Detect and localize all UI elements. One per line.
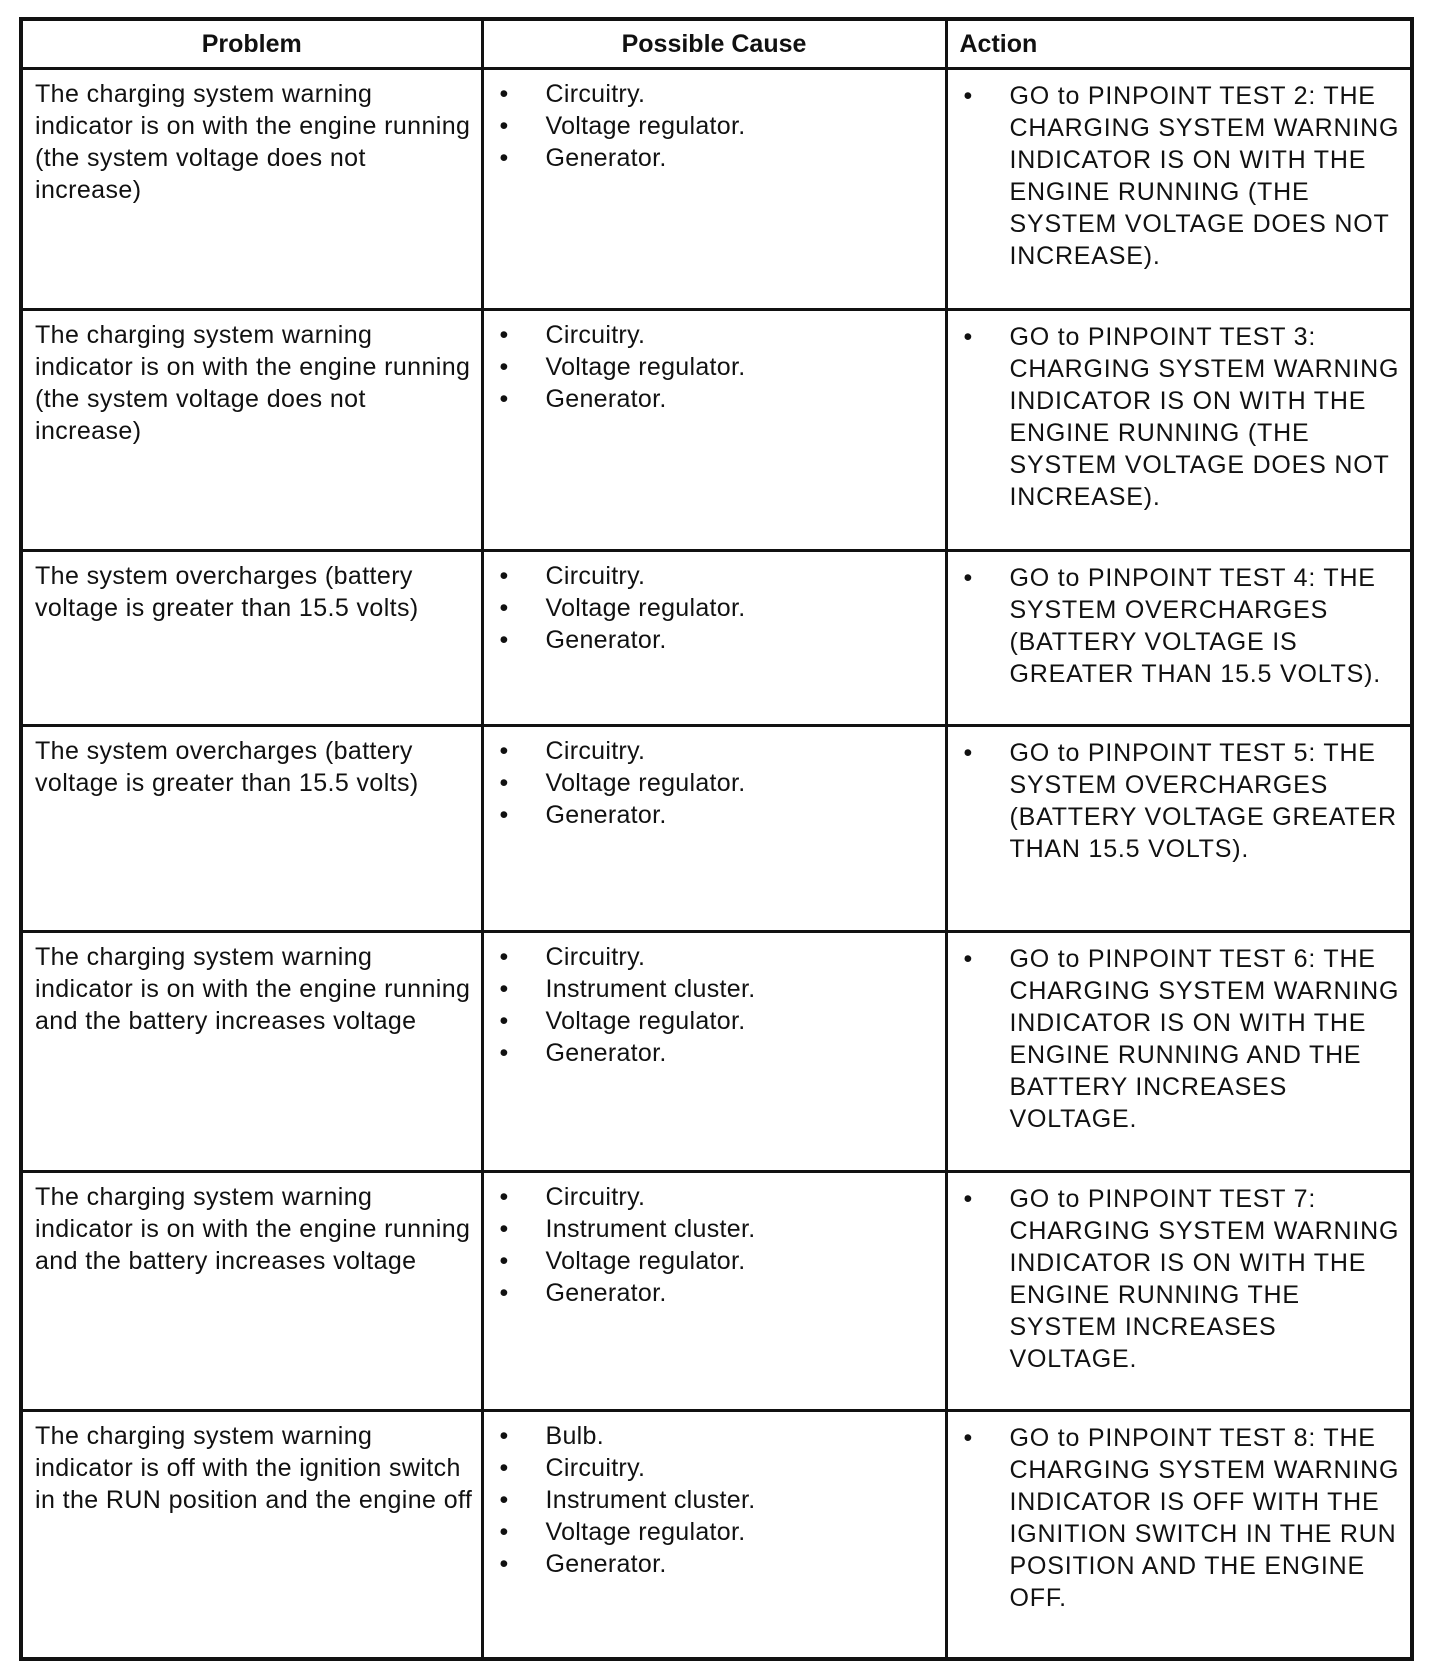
action-cell [946, 1172, 1412, 1411]
bullet-icon: • [499, 1486, 509, 1514]
bullet-icon: • [499, 1518, 509, 1546]
cause-item [496, 142, 939, 174]
cause-item [496, 1452, 939, 1484]
cause-item [496, 1181, 939, 1213]
cause-item [496, 767, 939, 799]
action-item [960, 1422, 1405, 1614]
bullet-icon: • [499, 1039, 509, 1067]
header-problem: Problem [21, 19, 482, 69]
problem-cell: The charging system warning indicator is on with the engine running (the system voltage does not increase) [21, 69, 482, 310]
cause-text: Generator. [545, 1279, 667, 1307]
action-text: GO to PINPOINT TEST 4: THE SYSTEM OVERCHARGES (BATTERY VOLTAGE IS GREATER THAN 15.5 VOLTS). [1009, 564, 1381, 688]
bullet-icon: • [499, 801, 509, 829]
action-text: GO to PINPOINT TEST 3: CHARGING SYSTEM WARNING INDICATOR IS ON WITH THE ENGINE RUNNING (THE SYSTEM VOLTAGE DOES NOT INCREASE). [1009, 323, 1400, 511]
bullet-icon: • [499, 144, 509, 172]
bullet-icon: • [963, 564, 974, 592]
bullet-icon: • [499, 562, 509, 590]
problem-cell: The charging system warning indicator is off with the ignition switch in the RUN position and the engine off [21, 1411, 482, 1659]
cause-text: Instrument cluster. [545, 1215, 756, 1243]
cause-text: Generator. [545, 1550, 667, 1578]
cause-item [496, 624, 939, 656]
cause-cell [482, 310, 946, 551]
cause-cell [482, 69, 946, 310]
diagnostic-table-sheet [19, 17, 1410, 1653]
table-row [21, 726, 1412, 932]
cause-text: Voltage regulator. [545, 594, 746, 622]
action-text: GO to PINPOINT TEST 2: THE CHARGING SYSTEM WARNING INDICATOR IS ON WITH THE ENGINE RUNNING (THE SYSTEM VOLTAGE DOES NOT INCREASE). [1009, 82, 1400, 270]
cause-item [496, 110, 939, 142]
problem-cell: The system overcharges (battery voltage is greater than 15.5 volts) [21, 551, 482, 726]
header-action: Action [946, 19, 1412, 69]
cause-text: Bulb. [545, 1422, 604, 1450]
bullet-icon: • [499, 737, 509, 765]
action-item [960, 80, 1405, 272]
bullet-icon: • [963, 945, 974, 973]
cause-text: Instrument cluster. [545, 975, 756, 1003]
cause-item [496, 78, 939, 110]
cause-text: Voltage regulator. [545, 1518, 746, 1546]
symptom-chart-table [19, 17, 1414, 1661]
cause-item [496, 973, 939, 1005]
table-row [21, 1411, 1412, 1659]
problem-cell: The charging system warning indicator is on with the engine running (the system voltage does not increase) [21, 310, 482, 551]
cause-text: Voltage regulator. [545, 769, 746, 797]
cause-cell [482, 932, 946, 1172]
cause-item [496, 1213, 939, 1245]
cause-item [496, 1548, 939, 1580]
problem-cell: The charging system warning indicator is on with the engine running and the battery increases voltage [21, 1172, 482, 1411]
bullet-icon: • [499, 1454, 509, 1482]
action-cell [946, 551, 1412, 726]
bullet-icon: • [499, 594, 509, 622]
bullet-icon: • [499, 385, 509, 413]
bullet-icon: • [499, 1279, 509, 1307]
action-item [960, 943, 1405, 1135]
bullet-icon: • [499, 626, 509, 654]
action-item [960, 1183, 1405, 1375]
cause-item [496, 799, 939, 831]
action-cell [946, 69, 1412, 310]
cause-text: Generator. [545, 626, 667, 654]
action-cell [946, 310, 1412, 551]
cause-item [496, 1516, 939, 1548]
action-cell [946, 1411, 1412, 1659]
cause-text: Circuitry. [545, 80, 646, 108]
cause-text: Generator. [545, 385, 667, 413]
problem-cell: The charging system warning indicator is on with the engine running and the battery increases voltage [21, 932, 482, 1172]
bullet-icon: • [963, 739, 974, 767]
cause-item [496, 319, 939, 351]
bullet-icon: • [499, 1215, 509, 1243]
table-row [21, 1172, 1412, 1411]
table-row [21, 310, 1412, 551]
bullet-icon: • [499, 1247, 509, 1275]
cause-item [496, 941, 939, 973]
cause-item [496, 1245, 939, 1277]
bullet-icon: • [499, 769, 509, 797]
cause-text: Voltage regulator. [545, 1007, 746, 1035]
action-item [960, 737, 1405, 865]
bullet-icon: • [499, 321, 509, 349]
cause-item [496, 1420, 939, 1452]
cause-text: Circuitry. [545, 1454, 646, 1482]
cause-text: Generator. [545, 1039, 667, 1067]
action-text: GO to PINPOINT TEST 8: THE CHARGING SYSTEM WARNING INDICATOR IS OFF WITH THE IGNITION SWITCH IN THE RUN POSITION AND THE ENGINE OFF. [1009, 1424, 1400, 1612]
bullet-icon: • [499, 80, 509, 108]
cause-item [496, 560, 939, 592]
bullet-icon: • [963, 82, 974, 110]
action-text: GO to PINPOINT TEST 6: THE CHARGING SYSTEM WARNING INDICATOR IS ON WITH THE ENGINE RUNNING AND THE BATTERY INCREASES VOLTAGE. [1009, 945, 1400, 1133]
cause-text: Instrument cluster. [545, 1486, 756, 1514]
cause-item [496, 351, 939, 383]
cause-text: Generator. [545, 144, 667, 172]
cause-cell [482, 1411, 946, 1659]
bullet-icon: • [963, 323, 974, 351]
action-item [960, 562, 1405, 690]
bullet-icon: • [499, 112, 509, 140]
action-text: GO to PINPOINT TEST 5: THE SYSTEM OVERCHARGES (BATTERY VOLTAGE GREATER THAN 15.5 VOLTS). [1009, 739, 1397, 863]
cause-text: Circuitry. [545, 321, 646, 349]
cause-text: Circuitry. [545, 1183, 646, 1211]
action-cell [946, 726, 1412, 932]
cause-item [496, 735, 939, 767]
header-possible-cause: Possible Cause [482, 19, 946, 69]
cause-item [496, 383, 939, 415]
cause-text: Voltage regulator. [545, 1247, 746, 1275]
bullet-icon: • [499, 1183, 509, 1211]
cause-text: Generator. [545, 801, 667, 829]
cause-item [496, 1484, 939, 1516]
cause-cell [482, 726, 946, 932]
cause-text: Circuitry. [545, 737, 646, 765]
problem-cell: The system overcharges (battery voltage is greater than 15.5 volts) [21, 726, 482, 932]
cause-cell [482, 551, 946, 726]
cause-item [496, 1005, 939, 1037]
table-row [21, 551, 1412, 726]
cause-cell [482, 1172, 946, 1411]
cause-text: Circuitry. [545, 562, 646, 590]
header-row [21, 19, 1412, 69]
cause-text: Voltage regulator. [545, 353, 746, 381]
bullet-icon: • [499, 975, 509, 1003]
action-text: GO to PINPOINT TEST 7: CHARGING SYSTEM WARNING INDICATOR IS ON WITH THE ENGINE RUNNING THE SYSTEM INCREASES VOLTAGE. [1009, 1185, 1400, 1373]
bullet-icon: • [499, 1550, 509, 1578]
bullet-icon: • [499, 943, 509, 971]
bullet-icon: • [963, 1185, 974, 1213]
cause-item [496, 1277, 939, 1309]
cause-item [496, 592, 939, 624]
action-item [960, 321, 1405, 513]
bullet-icon: • [963, 1424, 974, 1452]
bullet-icon: • [499, 353, 509, 381]
action-cell [946, 932, 1412, 1172]
cause-text: Circuitry. [545, 943, 646, 971]
cause-item [496, 1037, 939, 1069]
cause-text: Voltage regulator. [545, 112, 746, 140]
bullet-icon: • [499, 1422, 509, 1450]
table-row [21, 932, 1412, 1172]
bullet-icon: • [499, 1007, 509, 1035]
table-row [21, 69, 1412, 310]
